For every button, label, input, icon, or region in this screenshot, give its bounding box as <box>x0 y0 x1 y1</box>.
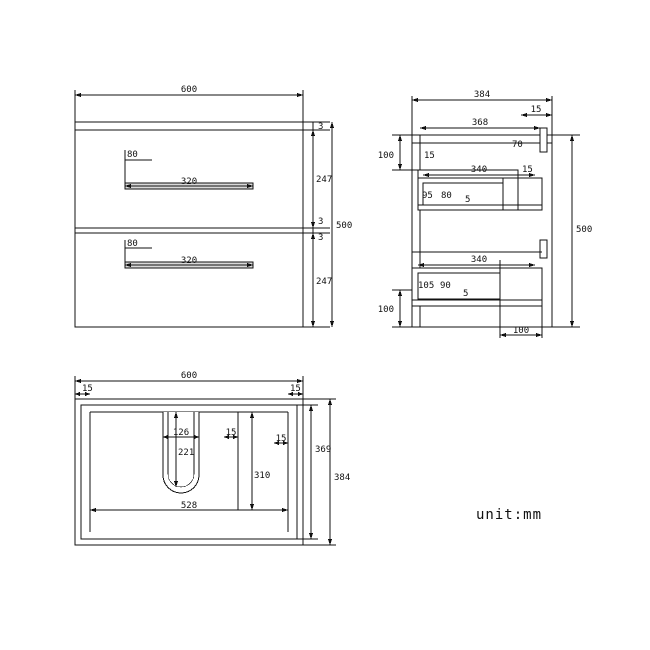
unit-note: unit:mm <box>476 507 543 523</box>
dim-top-cut-width: 528 <box>180 501 198 511</box>
dim-side-lower-zone: 100 <box>377 305 394 315</box>
dim-side-upper-zone: 100 <box>377 151 394 161</box>
dim-top-right-wall: 15 <box>290 384 301 394</box>
dim-top-inner-depth: 369 <box>315 445 332 455</box>
dim-side-upper-runner: 5 <box>465 195 471 205</box>
dim-front-mid-gap-lower: 3 <box>318 233 324 243</box>
dim-front-handle-length-upper: 320 <box>180 177 198 187</box>
dim-top-cut-depth: 310 <box>254 471 271 481</box>
dim-side-top-rail: 70 <box>512 140 523 150</box>
dim-side-total-height: 500 <box>576 225 593 235</box>
dim-side-drawer-width-upper: 340 <box>470 165 488 175</box>
front-view-geometry <box>75 122 303 327</box>
dim-front-lower-drawer: 247 <box>316 277 333 287</box>
dim-front-handle-length-lower: 320 <box>180 256 198 266</box>
dim-top-basin-gap: 15 <box>225 428 237 438</box>
dim-front-width: 600 <box>180 85 198 95</box>
dim-side-right-inset: 15 <box>522 165 533 175</box>
dim-top-right-gap: 15 <box>275 434 287 444</box>
dim-side-drawer-width-lower: 340 <box>470 255 488 265</box>
dim-side-left-inset: 15 <box>424 151 435 161</box>
dim-side-inner-depth: 368 <box>471 118 489 128</box>
dim-side-top-inset: 15 <box>530 105 542 115</box>
dim-side-base-offset: 100 <box>512 326 530 336</box>
dim-top-overall-depth: 384 <box>334 473 351 483</box>
dim-front-upper-drawer: 247 <box>316 175 333 185</box>
dim-side-lower-box-height: 105 <box>418 281 435 291</box>
dim-top-basin-depth: 221 <box>178 448 195 458</box>
dim-front-top-gap: 3 <box>318 122 324 132</box>
dim-top-basin-width: 126 <box>172 428 190 438</box>
dim-front-total-height: 500 <box>336 221 353 231</box>
dim-side-upper-box-inner: 80 <box>441 191 452 201</box>
dim-side-lower-runner: 5 <box>463 289 469 299</box>
dim-top-overall-width: 600 <box>180 371 198 381</box>
dim-side-lower-box-inner: 90 <box>440 281 451 291</box>
dim-front-handle-offset-lower: 80 <box>127 239 138 249</box>
dim-front-mid-gap-upper: 3 <box>318 217 324 227</box>
dim-side-overall-depth: 384 <box>473 90 491 100</box>
dim-top-left-wall: 15 <box>82 384 93 394</box>
dim-side-upper-box-height: 95 <box>422 191 433 201</box>
dim-front-handle-offset-upper: 80 <box>127 150 138 160</box>
